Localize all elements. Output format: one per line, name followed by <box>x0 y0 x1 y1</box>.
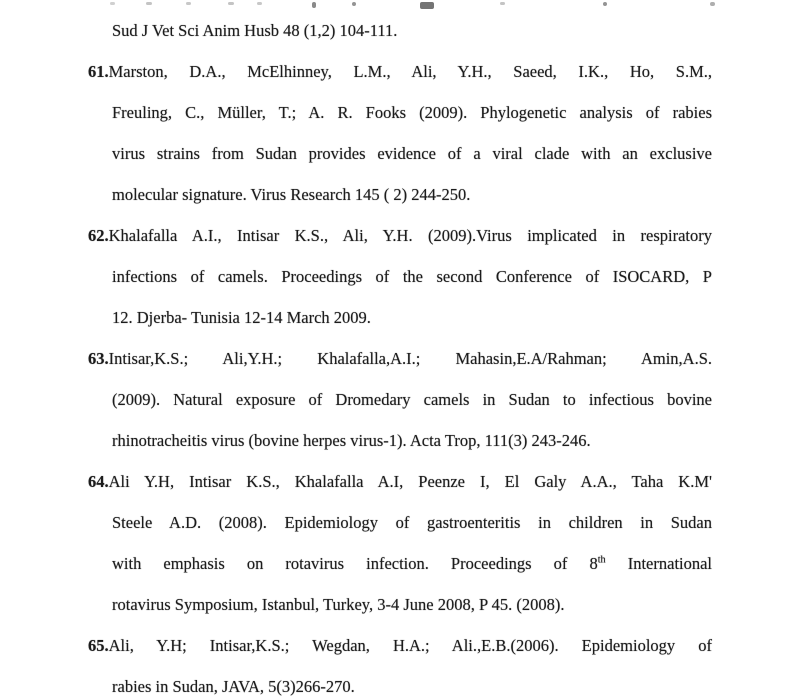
reference-line <box>88 51 712 92</box>
reference-number: 62. <box>88 226 109 245</box>
clipped-text-fragment <box>420 2 434 9</box>
reference-text: International <box>627 554 713 573</box>
reference-line <box>88 625 712 666</box>
clipped-text-fragment <box>146 2 152 5</box>
clipped-text-fragment <box>228 2 234 5</box>
clipped-top-line <box>0 0 800 10</box>
reference-entry-64 <box>88 461 712 625</box>
clipped-text-fragment <box>603 2 607 6</box>
reference-text: Intisar,K.S.; Ali,Y.H.; Khalafalla,A.I.; Mahasin,E.A/Rahman; Amin,A.S. <box>108 349 712 368</box>
clipped-text-fragment <box>710 2 715 6</box>
clipped-text-fragment <box>500 2 505 5</box>
clipped-text-fragment <box>110 2 115 5</box>
reference-line: rotavirus Symposium, Istanbul, Turkey, 3-4 June 2008, P 45. (2008). <box>112 595 565 614</box>
ordinal-superscript: th <box>597 554 606 566</box>
reference-entry-65 <box>88 625 712 700</box>
reference-text: with emphasis on rotavirus infection. Proceedings of 8 <box>112 554 598 573</box>
reference-number: 64. <box>88 472 109 491</box>
reference-line: rhinotracheitis virus (bovine herpes virus-1). Acta Trop, 111(3) 243-246. <box>112 431 591 450</box>
clipped-text-fragment <box>186 2 191 5</box>
reference-entry-61 <box>88 51 712 215</box>
reference-line <box>88 215 712 256</box>
reference-line: infections of camels. Proceedings of the second Conference of ISOCARD, P <box>112 267 712 286</box>
reference-text: Marston, D.A., McElhinney, L.M., Ali, Y.H., Saeed, I.K., Ho, S.M., <box>108 62 712 81</box>
reference-line <box>88 461 712 502</box>
clipped-text-fragment <box>352 2 356 6</box>
reference-line: Freuling, C., Müller, T.; A. R. Fooks (2009). Phylogenetic analysis of rabies <box>112 103 712 122</box>
reference-number: 65. <box>88 636 109 655</box>
reference-entry-63 <box>88 338 712 461</box>
reference-text: Khalafalla A.I., Intisar K.S., Ali, Y.H. (2009).Virus implicated in respiratory <box>108 226 712 245</box>
reference-line: 12. Djerba- Tunisia 12-14 March 2009. <box>112 308 371 327</box>
reference-line: (2009). Natural exposure of Dromedary camels in Sudan to infectious bovine <box>112 390 712 409</box>
reference-number: 61. <box>88 62 109 81</box>
clipped-text-fragment <box>312 2 316 8</box>
reference-text: Ali, Y.H; Intisar,K.S.; Wegdan, H.A.; Ali.,E.B.(2006). Epidemiology of <box>108 636 712 655</box>
clipped-text-fragment <box>257 2 262 5</box>
reference-number: 63. <box>88 349 109 368</box>
reference-text: Ali Y.H, Intisar K.S., Khalafalla A.I, Peenze I, El Galy A.A., Taha K.M' <box>108 472 712 491</box>
reference-line <box>112 543 712 584</box>
reference-line: Steele A.D. (2008). Epidemiology of gastroenteritis in children in Sudan <box>112 513 712 532</box>
reference-line: molecular signature. Virus Research 145 ( 2) 244-250. <box>112 185 471 204</box>
reference-entry-60 <box>88 10 712 51</box>
reference-list <box>88 10 712 700</box>
reference-line: rabies in Sudan, JAVA, 5(3)266-270. <box>112 677 355 696</box>
reference-line <box>88 338 712 379</box>
reference-line: Sud J Vet Sci Anim Husb 48 (1,2) 104-111. <box>112 21 398 40</box>
reference-entry-62 <box>88 215 712 338</box>
reference-line: virus strains from Sudan provides evidence of a viral clade with an exclusive <box>112 144 712 163</box>
